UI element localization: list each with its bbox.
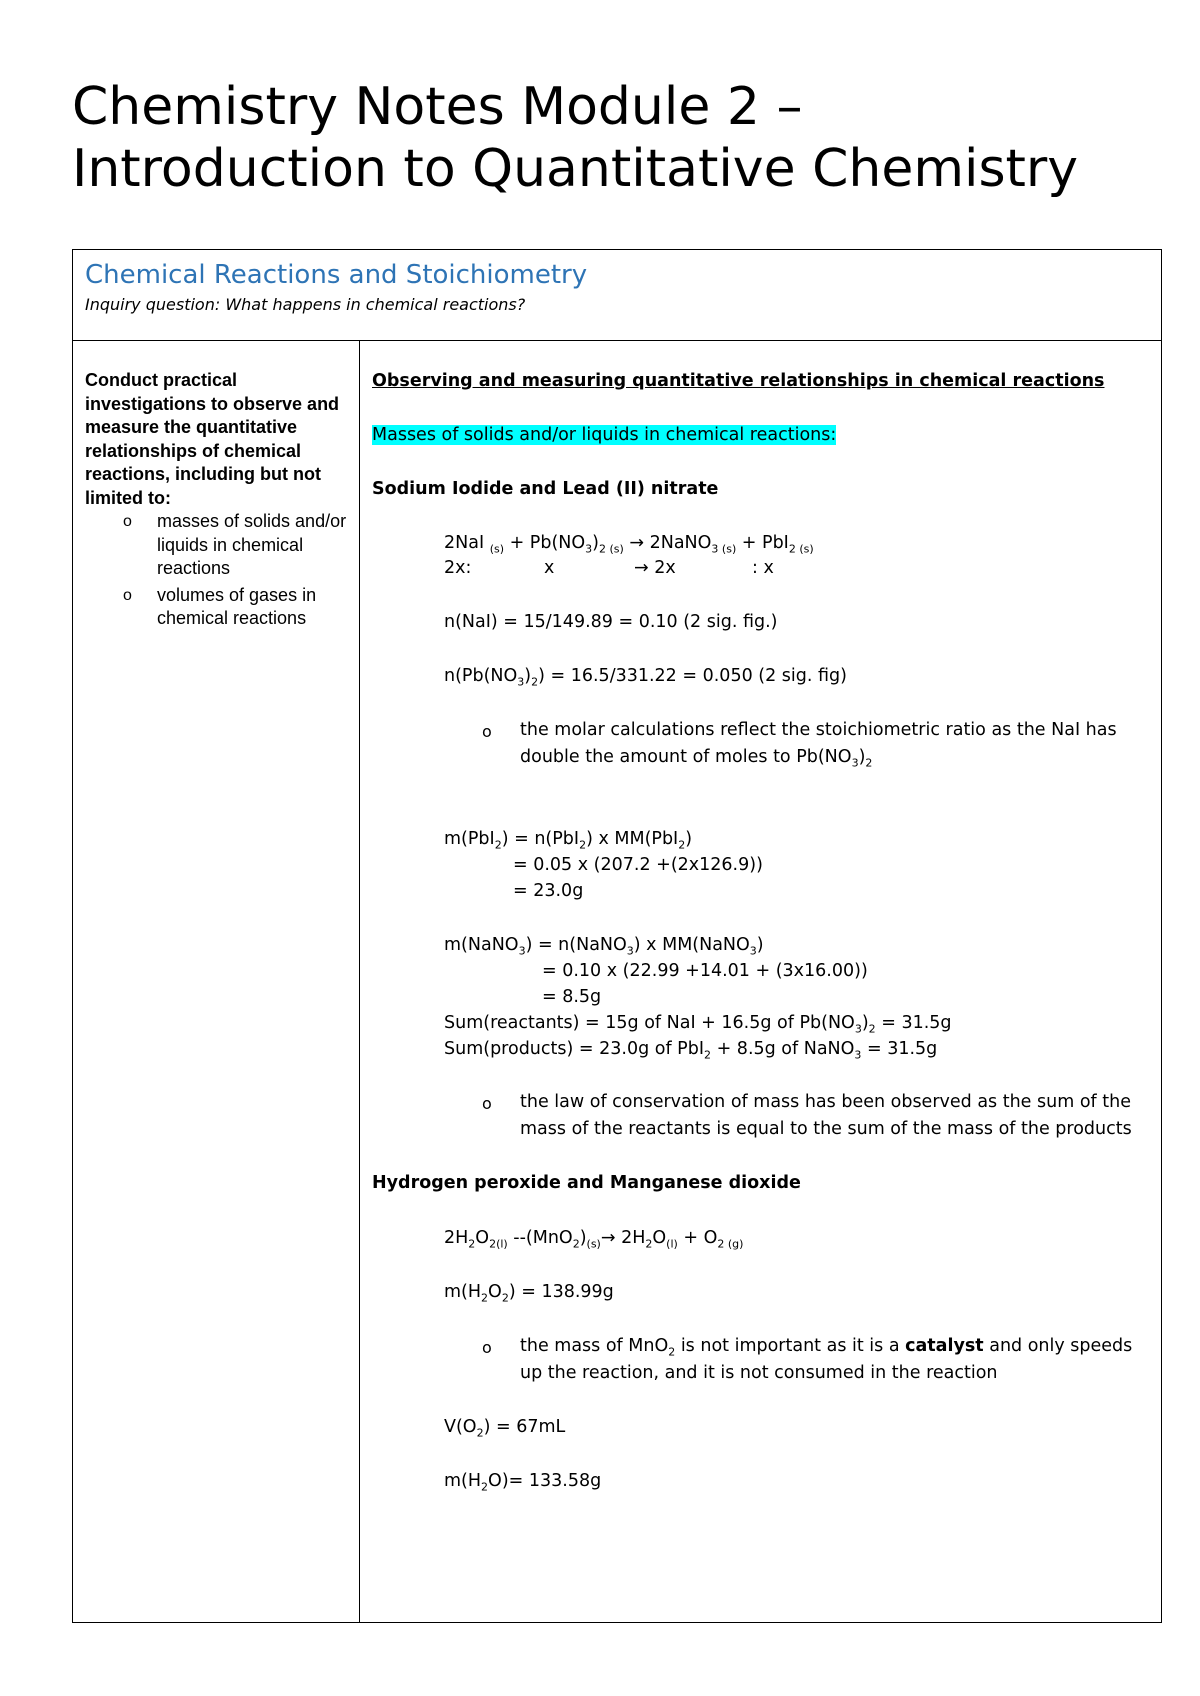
- m-h2o: $m(H_2O)= 133.58g$: [444, 1471, 602, 1494]
- syllabus-item: o masses of solids and/or liquids in chemical reactions: [157, 510, 347, 581]
- syllabus-intro: Conduct practical investigations to observe and measure the quantitative relationships of chemical reactions, including but not limited to:: [85, 370, 340, 508]
- m-nano3-3: = 8.5g: [542, 987, 602, 1007]
- subheading-hydrogen-peroxide: Hydrogen peroxide and Manganese dioxide: [372, 1173, 801, 1193]
- ratio-line: 2x: x → 2x : x: [444, 558, 774, 578]
- syllabus-item: o volumes of gases in chemical reactions: [157, 584, 347, 631]
- v-o2: $V(O_2) = 67mL$: [444, 1417, 566, 1440]
- title-line-1: Chemistry Notes Module 2 –: [72, 77, 803, 137]
- highlighted-subtitle: Masses of solids and/or liquids in chemical reactions:: [372, 425, 837, 445]
- bullet-catalyst-2: up the reaction, and it is not consumed in the reaction: [520, 1363, 998, 1383]
- bullet-icon: o: [482, 1338, 492, 1357]
- m-nano3-2: = 0.10 x (22.99 +14.01 + (3x16.00)): [542, 961, 868, 981]
- sum-reactants: Sum(reactants) = 15g of NaI + 16.5g of $Pb(NO_3)_2 = 31.5g$: [444, 1013, 952, 1036]
- title-line-2: Introduction to Quantitative Chemistry: [72, 139, 1079, 199]
- inquiry-question: Inquiry question: What happens in chemical reactions?: [85, 295, 526, 314]
- syllabus-list: [85, 510, 347, 631]
- m-pbi2-1: m(PbI$_2$) = n(PbI$_2$) x MM(PbI$_2$): [444, 829, 693, 852]
- syllabus-column: [73, 341, 360, 1622]
- bullet-conservation-1: the law of conservation of mass has been observed as the sum of the: [520, 1092, 1131, 1112]
- n-nai: n(NaI) = 15/149.89 = 0.10 (2 sig. fig.): [444, 612, 778, 632]
- equation-nai-pbno3: 2NaI $_{(s)} + Pb(NO_3)_{2 (s)}$ → 2NaNO$_{3 (s)}$ + PbI$_{2 (s)}$: [444, 533, 814, 556]
- bullet-conservation-2: mass of the reactants is equal to the sum of the mass of the products: [520, 1119, 1132, 1139]
- notes-column: [360, 341, 1161, 1622]
- m-pbi2-3: = 23.0g: [513, 881, 584, 901]
- bullet-molar-ratio-2: double the amount of moles to $Pb(NO_3)_2$: [520, 747, 873, 770]
- subheading-sodium-iodide: Sodium Iodide and Lead (II) nitrate: [372, 479, 719, 499]
- notes-table: [72, 249, 1162, 1623]
- table-header-cell: [73, 250, 1161, 341]
- bullet-catalyst-1: the mass of MnO$_2$ is not important as it is a catalyst and only speeds: [520, 1336, 1133, 1359]
- bullet-molar-ratio-1: the molar calculations reflect the stoichiometric ratio as the NaI has: [520, 720, 1117, 740]
- sum-products: Sum(products) = 23.0g of PbI$_2$ + 8.5g of NaNO$_3$ = 31.5g: [444, 1039, 938, 1062]
- section-title: Chemical Reactions and Stoichiometry: [85, 260, 588, 290]
- document-title: [72, 76, 1172, 200]
- bullet-icon: o: [482, 1094, 492, 1113]
- bullet-icon: o: [482, 722, 492, 741]
- equation-h2o2: $2H_2O_{2(l)}$ $--(MnO_2)_{(s)}\to 2H_2O_{(l)} + O_{2 (g)}$: [444, 1228, 744, 1251]
- notes-heading: Observing and measuring quantitative relationships in chemical reactions: [372, 371, 1105, 391]
- m-nano3-1: m(NaNO$_3$) = n(NaNO$_3$) x MM(NaNO$_3$): [444, 935, 764, 958]
- n-pbno3: $n(Pb(NO_3)_2) = 16.5/331.22 = 0.050$ (2 sig. fig): [444, 666, 847, 689]
- m-pbi2-2: = 0.05 x (207.2 +(2x126.9)): [513, 855, 763, 875]
- m-h2o2: $m(H_2O_2) = 138.99g$: [444, 1282, 614, 1305]
